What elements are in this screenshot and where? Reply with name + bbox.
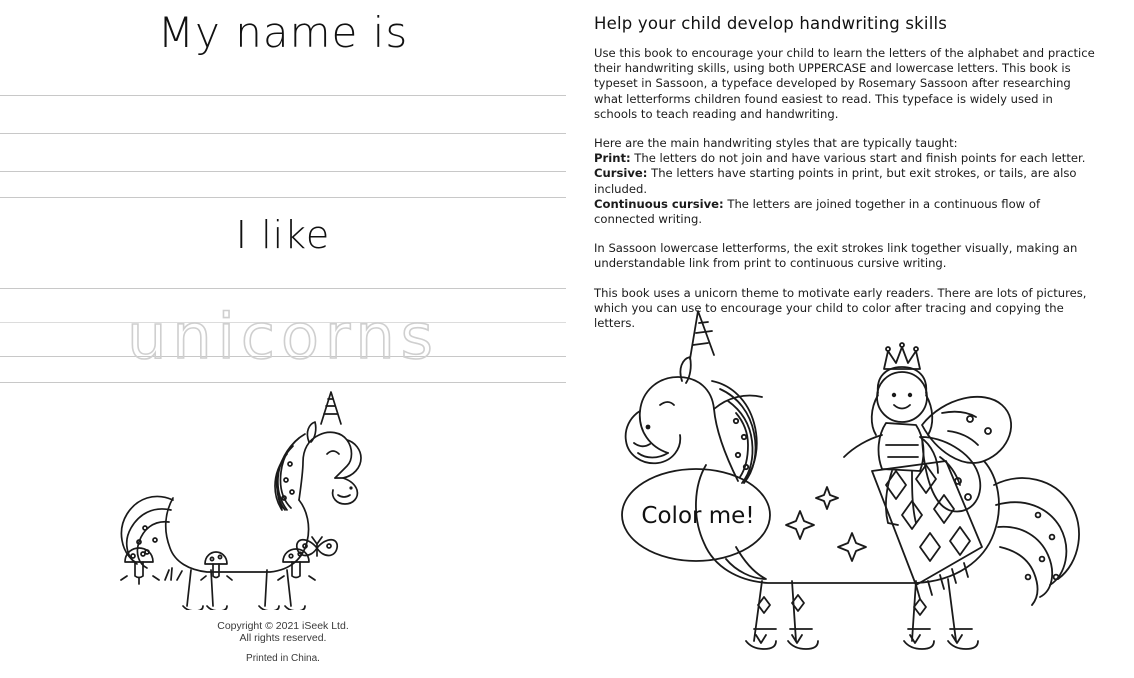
copyright-line-1: Copyright © 2021 iSeek Ltd. [217,620,349,632]
style-cursive [594,166,1099,196]
rule-line [0,133,566,134]
traced-word-unicorns: unicorns [127,300,439,373]
styles-intro: Here are the main handwriting styles that are typically taught: [594,136,958,151]
printed-in-line: Printed in China. [246,653,320,664]
rule-line [0,288,566,289]
theme-paragraph: This book uses a unicorn theme to motivate early readers. There are lots of pictures, which you can use to encourage your child to color after tracing and copying the letters. [594,285,1087,331]
rule-line [0,197,566,198]
rule-line [0,95,566,96]
style-cursive-label: Cursive: [594,166,648,181]
style-print [594,151,1099,166]
style-cursive-text: The letters have starting points in print, but exit strokes, or tails, are also included. [594,166,1077,196]
copyright-line-2: All rights reserved. [239,632,327,644]
style-continuous-cursive-text: The letters are joined together in a continuous flow of connected writing. [594,196,1041,227]
style-continuous-cursive-label: Continuous cursive: [594,196,724,211]
intro-paragraph: Use this book to encourage your child to learn the letters of the alphabet and practice their handwriting skills, using both UPPERCASE and lowercase letters. This book is typeset in Sassoon, a typeface developed by Rosemary Sassoon after researching what letterforms children found easiest to read. This typeface is widely used in schools to teach reading and handwriting. [594,46,1095,121]
style-print-text: The letters do not join and have various start and finish points for each letter. [630,151,1086,166]
handwriting-styles-block [594,136,1099,227]
title-my-name-is: My name is [157,8,409,57]
title-i-like: I like [235,213,331,257]
unicorn-illustration [95,380,385,610]
fairy-unicorn-illustration [586,285,1126,670]
speech-bubble-text: Color me! [641,503,755,529]
rule-line [0,171,566,172]
left-page [0,0,566,678]
style-continuous-cursive [594,197,1099,227]
page-title: Help your child develop handwriting skills [594,14,948,33]
sassoon-paragraph: In Sassoon lowercase letterforms, the exit strokes link together visually, making an understandable link from print to continuous cursive writing. [594,241,1078,271]
right-page [566,0,1134,678]
style-print-label: Print: [594,151,631,166]
